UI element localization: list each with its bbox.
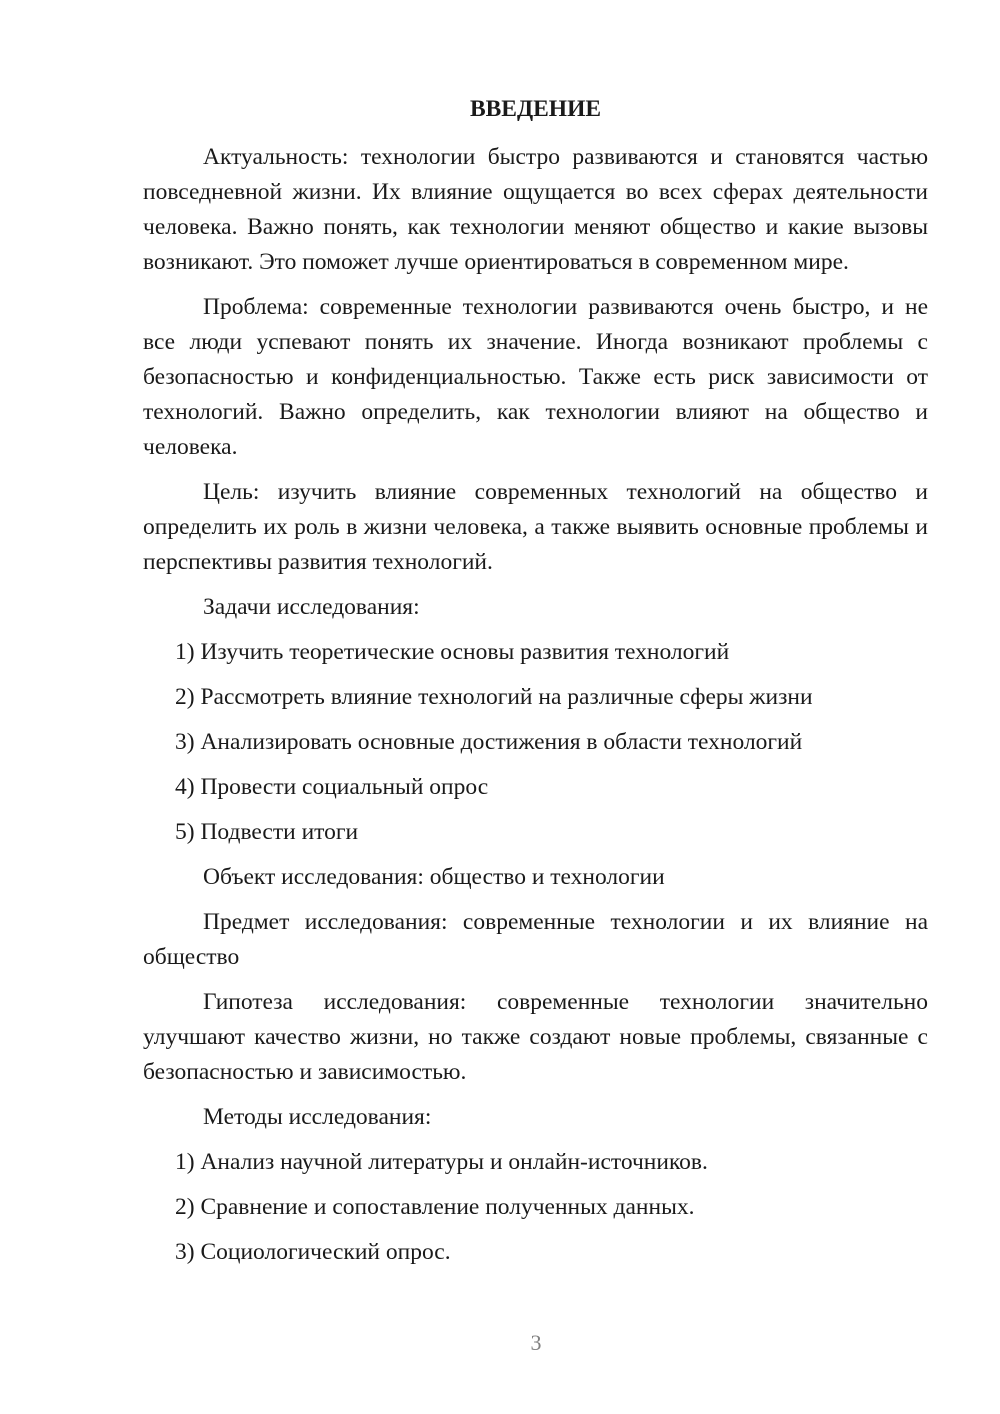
methods-item: 3) Социологический опрос. — [175, 1239, 451, 1265]
goal-paragraph: Цель: изучить влияние современных технологий на общество и определить их роль в жизни человека, а также выявить основные проблемы и перспективы развития технологий. — [143, 479, 928, 575]
page-number: 3 — [530, 1330, 542, 1355]
tasks-item: 2) Рассмотреть влияние технологий на различные сферы жизни — [175, 684, 813, 710]
page-title: ВВЕДЕНИЕ — [469, 96, 602, 122]
problem-paragraph: Проблема: современные технологии развиваются очень быстро, и не все люди успевают понять их значение. Иногда возникают проблемы с безопасностью и конфиденциальностью. Также есть риск зависимости от технологий. Важно определить, как технологии влияют на общество и человека. — [143, 294, 928, 460]
tasks-item: 5) Подвести итоги — [175, 819, 359, 845]
hypothesis-paragraph: Гипотеза исследования: современные технологии значительно улучшают качество жизни, но также создают новые проблемы, связанные с безопасностью и зависимостью. — [143, 989, 928, 1085]
actuality-paragraph: Актуальность: технологии быстро развиваются и становятся частью повседневной жизни. Их влияние ощущается во всех сферах деятельности человека. Важно понять, как технологии меняют общество и какие вызовы возникают. Это поможет лучше ориентироваться в современном мире. — [143, 144, 928, 275]
methods-item: 1) Анализ научной литературы и онлайн-источников. — [175, 1149, 708, 1175]
page-content — [143, 92, 928, 1280]
subject-paragraph: Предмет исследования: современные технологии и их влияние на общество — [143, 909, 928, 970]
tasks-item: 3) Анализировать основные достижения в области технологий — [175, 729, 803, 755]
object-paragraph: Объект исследования: общество и технологии — [203, 864, 665, 890]
methods-label: Методы исследования: — [203, 1104, 432, 1130]
methods-item: 2) Сравнение и сопоставление полученных данных. — [175, 1194, 695, 1220]
tasks-label: Задачи исследования: — [203, 594, 420, 620]
tasks-item: 4) Провести социальный опрос — [175, 774, 489, 800]
tasks-item: 1) Изучить теоретические основы развития технологий — [175, 639, 730, 665]
